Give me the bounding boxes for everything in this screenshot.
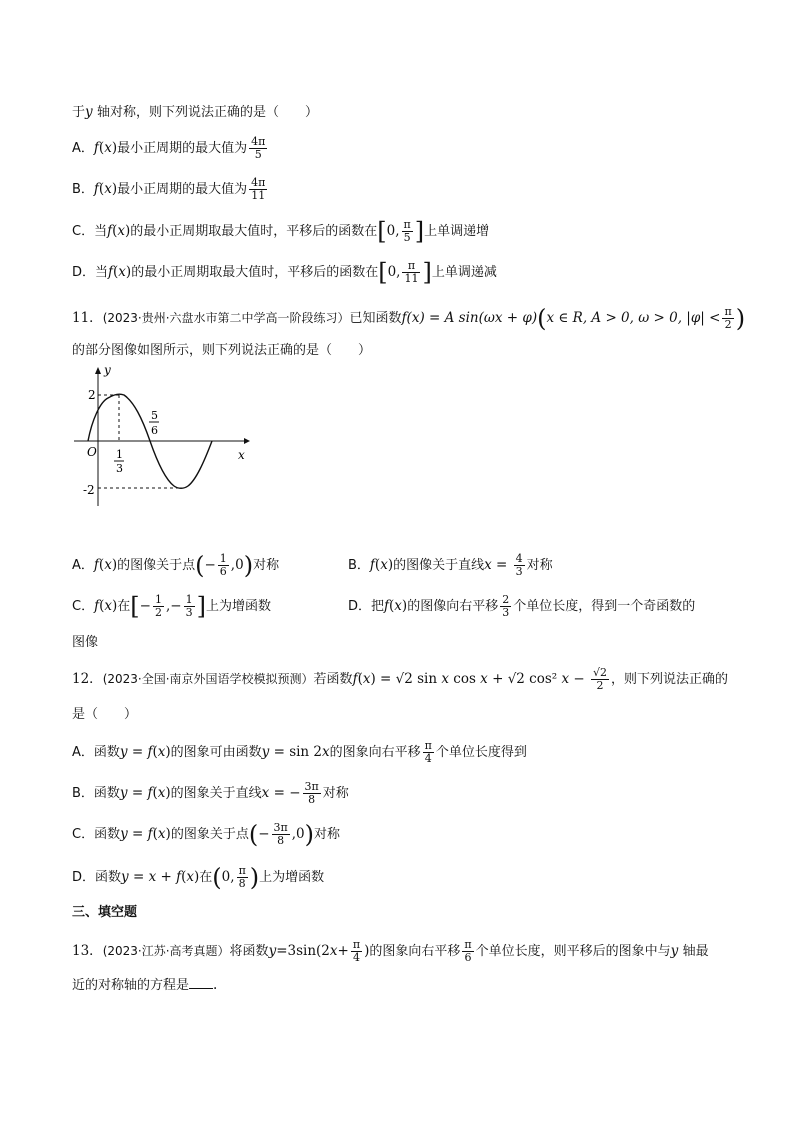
q11-option-c[interactable]: C．f(x)在[− $\frac{1}{2}$ ,− $\frac{1}{3}$ ]上为增函数	[72, 592, 271, 621]
answer-blank[interactable]	[189, 976, 213, 989]
x1-den: 3	[116, 462, 123, 475]
y-min-label: -2	[83, 483, 95, 497]
q11-option-a[interactable]: A．f(x)的图像关于点(− $\frac{1}{6}$ ,0)对称	[72, 551, 280, 580]
section-title: 三、填空题	[72, 905, 138, 920]
origin-label: O	[87, 445, 97, 459]
q13-stem: 13．(2023·江苏·高考真题）将函数y=3sin(2x+ $\frac{\pi}{4}$ )的图象向右平移 $\frac{\pi}{6}$ 个单位长度，则平移后的图象中与y 轴最	[72, 938, 709, 964]
q11-option-b[interactable]: B．f(x)的图像关于直线x = $\frac{4}{3}$ 对称	[348, 552, 553, 578]
q10-option-b[interactable]: B．f(x)最小正周期的最大值为 $\frac{4\pi}{11}$	[72, 176, 266, 202]
q11-stem-2: 的部分图像如图所示，则下列说法正确的是（ ）	[72, 343, 372, 358]
q12-option-b[interactable]: B．函数y = f(x)的图象关于直线x = − $\frac{3\pi}{8}$ 对称	[72, 780, 349, 806]
q12-option-c[interactable]: C．函数y = f(x)的图象关于点(− $\frac{3\pi}{8}$ ,0)对称	[72, 820, 341, 849]
q12-stem-2: 是（ ）	[72, 707, 138, 722]
y-axis-arrow	[95, 367, 101, 374]
q11-option-d[interactable]: D．把f(x)的图像向右平移 $\frac{2}{3}$ 个单位长度，得到一个奇函数的	[348, 593, 696, 619]
sine-graph	[68, 362, 258, 512]
x2-num: 5	[151, 409, 158, 422]
q12-stem: 12．(2023·全国·南京外国语学校模拟预测）若函数f(x) = √2 sin x cos x + √2 cos² x − $\frac{√2}{2}$ ，则下列说法正确的	[72, 666, 729, 692]
q12-option-d[interactable]: D．函数y = x + f(x)在(0, $\frac{\pi}{8}$ )上为增函数	[72, 863, 325, 892]
q13-stem-2: 近的对称轴的方程是 .	[72, 977, 218, 993]
x-label: x	[238, 448, 245, 462]
q12-option-a[interactable]: A．函数y = f(x)的图象可由函数y = sin 2x的图象向右平移 $\frac{\pi}{4}$ 个单位长度得到	[72, 739, 527, 765]
q10-tail: 于y 轴对称，则下列说法正确的是（ ）	[72, 104, 318, 120]
q10-option-a[interactable]: A．f(x)最小正周期的最大值为 $\frac{4\pi}{5}$	[72, 135, 266, 161]
x-axis-arrow	[244, 438, 250, 444]
x2-den: 6	[151, 424, 158, 437]
q10-option-c[interactable]: C．当f(x)的最小正周期取最大值时，平移后的函数在[0, $\frac{\pi}{5}$ ]上单调递增	[72, 217, 490, 246]
q11-stem: 11．(2023·贵州·六盘水市第二中学高一阶段练习）已知函数f(x) = A sin(ωx + φ)(x ∈ R, A > 0, ω > 0, |φ| < $\frac{\pi}{2}$ )	[72, 304, 746, 333]
y-label: y	[104, 363, 111, 377]
y-max-label: 2	[88, 388, 96, 402]
x1-num: 1	[116, 448, 123, 461]
q10-option-d[interactable]: D．当f(x)的最小正周期取最大值时，平移后的函数在[0, $\frac{\pi}{11}$ ]上单调递减	[72, 258, 497, 287]
q11-option-d-cont: 图像	[72, 635, 99, 650]
